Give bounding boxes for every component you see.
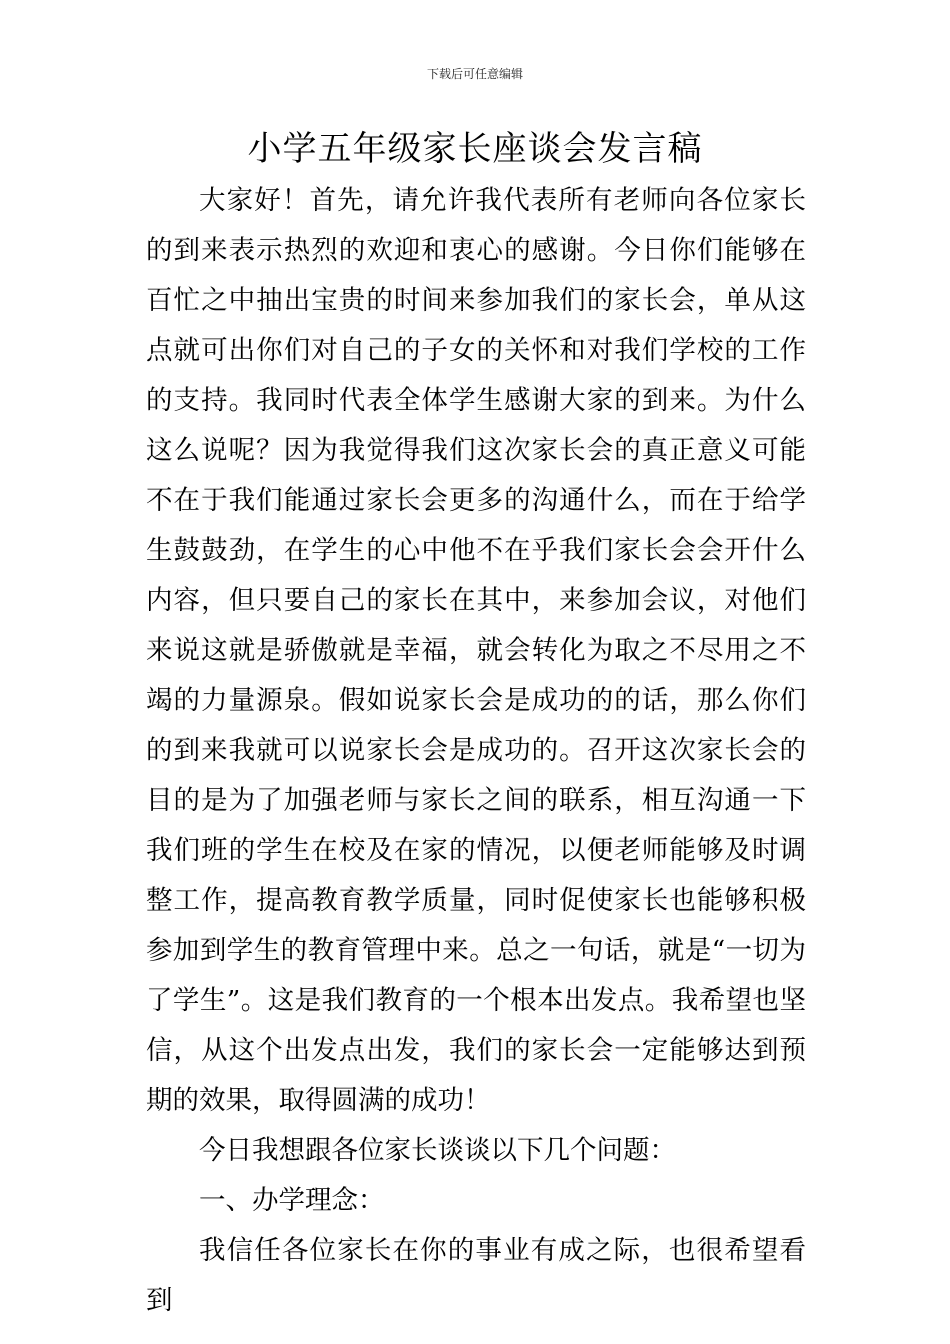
paragraph-topics-intro: 今日我想跟各位家长谈谈以下几个问题： [199, 1135, 676, 1166]
document-body [146, 176, 806, 1326]
header-note: 下载后可任意编辑 [426, 67, 523, 81]
paragraph-greeting: 大家好！首先，请允许我代表所有老师向各位家长的到来表示热烈的欢迎和衷心的感谢。今日你们能够在百忙之中抽出宝贵的时间来参加我们的家长会，单从这点就可出你们对自己的子女的关怀和对我们学校的工作的支持。我同时代表全体学生感谢大家的到来。为什么这么说呢？因为我觉得我们这次家长会的真正意义可能不在于我们能通过家长会更多的沟通什么，而在于给学生鼓鼓劲，在学生的心中他不在乎我们家长会会开什么内容，但只要自己的家长在其中，来参加会议，对他们来说这就是骄傲就是幸福，就会转化为取之不尽用之不竭的力量源泉。假如说家长会是成功的的话，那么你们的到来我就可以说家长会是成功的。召开这次家长会的目的是为了加强老师与家长之间的联系，相互沟通一下我们班的学生在校及在家的情况，以便老师能够及时调整工作，提高教育教学质量，同时促使家长也能够积极参加到学生的教育管理中来。总之一句话，就是“一切为了学生”。这是我们教育的一个根本出发点。我希望也坚信，从这个出发点出发，我们的家长会一定能够达到预期的效果，取得圆满的成功！ [146, 185, 806, 1116]
document-title: 小学五年级家长座谈会发言稿 [247, 129, 703, 169]
paragraph-section-body: 我信任各位家长在你的事业有成之际，也很希望看到 [146, 1235, 806, 1316]
paragraph-section-heading: 一、办学理念： [199, 1185, 385, 1216]
